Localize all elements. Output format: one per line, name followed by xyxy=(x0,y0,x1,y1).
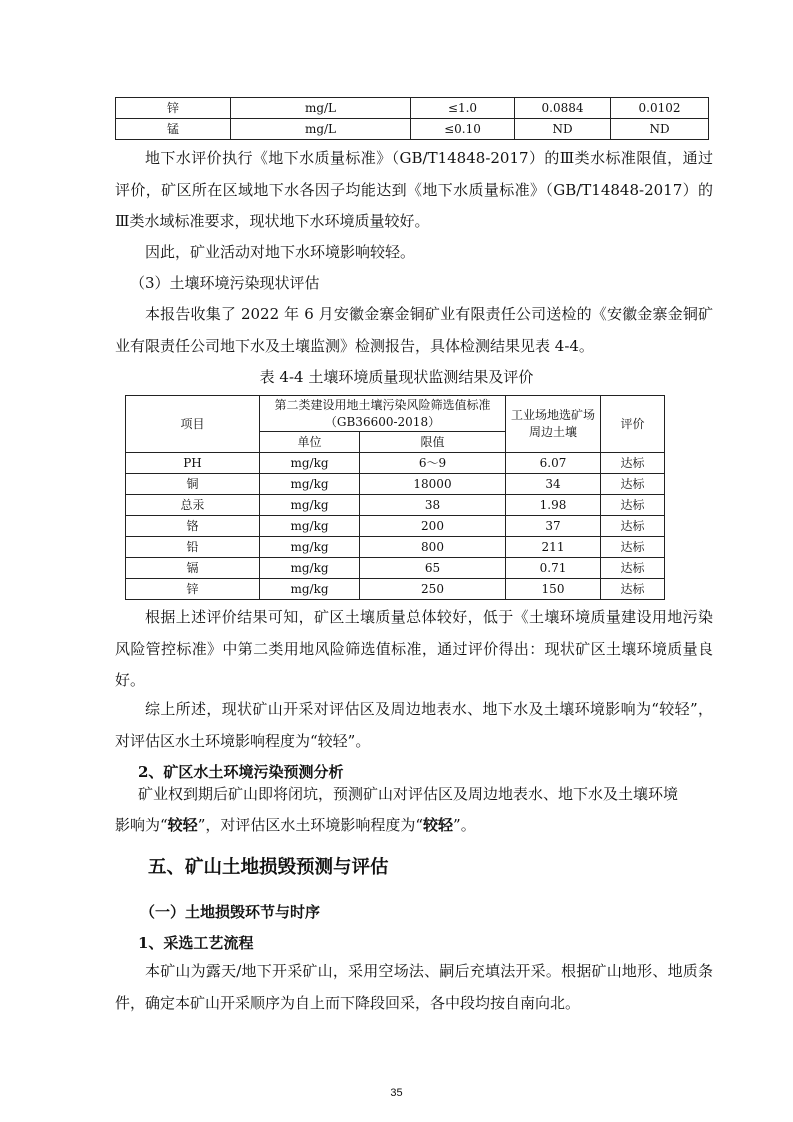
table-cell: ≤1.0 xyxy=(411,98,515,119)
table-cell: 达标 xyxy=(601,495,665,516)
table-cell: 800 xyxy=(360,537,506,558)
table-row xyxy=(126,558,665,579)
table-cell: 250 xyxy=(360,579,506,600)
table-cell: 达标 xyxy=(601,516,665,537)
emphasis-text: 较轻 xyxy=(423,816,454,834)
table-cell: mg/kg xyxy=(260,516,360,537)
table-caption: 表 4-4 土壤环境质量现状监测结果及评价 xyxy=(259,368,534,386)
table-cell: 总汞 xyxy=(126,495,260,516)
header-limit: 限值 xyxy=(360,432,506,453)
table-cell: mg/kg xyxy=(260,453,360,474)
table-cell: 铬 xyxy=(126,516,260,537)
table-row xyxy=(126,516,665,537)
paragraph-soil-result: 根据上述评价结果可知，矿区土壤质量总体较好，低于《土壤环境质量建设用地污染风险管控标准》中第二类用地风险筛选值标准，通过评价得出：现状矿区土壤环境质量良好。 xyxy=(115,608,713,689)
table-cell: ≤0.10 xyxy=(411,119,515,140)
table-cell: 达标 xyxy=(601,558,665,579)
paragraph-groundwater-eval: 地下水评价执行《地下水质量标准》（GB/T14848-2017）的Ⅲ类水标准限值，通过评价，矿区所在区域地下水各因子均能达到《地下水质量标准》（GB/T14848-2017）的Ⅲ类水域标准要求，现状地下水环境质量较好。 xyxy=(115,149,713,230)
table-cell: mg/kg xyxy=(260,558,360,579)
table-header-row xyxy=(126,396,665,432)
table-row xyxy=(126,537,665,558)
table-cell: ND xyxy=(515,119,611,140)
table-row xyxy=(116,98,709,119)
header-unit: 单位 xyxy=(260,432,360,453)
table-cell: mg/L xyxy=(231,119,411,140)
table-cell: 达标 xyxy=(601,537,665,558)
table-cell: 38 xyxy=(360,495,506,516)
paragraph-prediction-line2 xyxy=(115,815,476,835)
subsection-heading: （一）土地损毁环节与时序 xyxy=(140,903,321,921)
section-heading: 五、矿山土地损毁预测与评估 xyxy=(148,857,389,878)
heading-prediction: 2、矿区水土环境污染预测分析 xyxy=(138,763,344,781)
header-eval: 评价 xyxy=(601,396,665,453)
table-cell: 37 xyxy=(506,516,601,537)
table-cell: 0.0884 xyxy=(515,98,611,119)
groundwater-table xyxy=(115,97,709,140)
table-cell: 0.71 xyxy=(506,558,601,579)
table-cell: 200 xyxy=(360,516,506,537)
table-cell: 达标 xyxy=(601,453,665,474)
header-site: 工业场地选矿场周边土壤 xyxy=(506,396,601,453)
table-cell: 镉 xyxy=(126,558,260,579)
table-cell: 34 xyxy=(506,474,601,495)
table-row xyxy=(116,119,709,140)
table-cell: 铅 xyxy=(126,537,260,558)
table-cell: 211 xyxy=(506,537,601,558)
table-cell: 锌 xyxy=(116,98,231,119)
table-cell: 达标 xyxy=(601,579,665,600)
table-cell: mg/kg xyxy=(260,474,360,495)
header-item: 项目 xyxy=(126,396,260,453)
table-row xyxy=(126,495,665,516)
table-cell: 锰 xyxy=(116,119,231,140)
text-span: 影响为“ xyxy=(115,816,168,834)
paragraph-prediction-line1: 矿业权到期后矿山即将闭坑，预测矿山对评估区及周边地表水、地下水及土壤环境 xyxy=(138,785,679,803)
paragraph-summary: 综上所述，现状矿山开采对评估区及周边地表水、地下水及土壤环境影响为“较轻”，对评估区水土环境影响程度为“较轻”。 xyxy=(115,700,713,750)
table-cell: 1.98 xyxy=(506,495,601,516)
table-cell: ND xyxy=(611,119,709,140)
table-cell: 锌 xyxy=(126,579,260,600)
table-cell: 65 xyxy=(360,558,506,579)
table-cell: mg/kg xyxy=(260,537,360,558)
paragraph-report-intro: 本报告收集了 2022 年 6 月安徽金寨金铜矿业有限责任公司送检的《安徽金寨金铜矿业有限责任公司地下水及土壤监测》检测报告，具体检测结果见表 4-4。 xyxy=(115,305,713,355)
table-cell: PH xyxy=(126,453,260,474)
item-heading: 1、采选工艺流程 xyxy=(138,934,254,952)
table-cell: mg/kg xyxy=(260,495,360,516)
table-cell: 6.07 xyxy=(506,453,601,474)
paragraph-process: 本矿山为露天/地下开采矿山，采用空场法、嗣后充填法开采。根据矿山地形、地质条件，确定本矿山开采顺序为自上而下降段回采，各中段均按自南向北。 xyxy=(115,962,713,1012)
table-cell: mg/kg xyxy=(260,579,360,600)
table-cell: 6～9 xyxy=(360,453,506,474)
table-row xyxy=(126,579,665,600)
table-cell: mg/L xyxy=(231,98,411,119)
table-cell: 0.0102 xyxy=(611,98,709,119)
table-cell: 铜 xyxy=(126,474,260,495)
table-row xyxy=(126,474,665,495)
paragraph-soil-heading: （3）土壤环境污染现状评估 xyxy=(130,274,320,292)
paragraph-conclusion-groundwater: 因此，矿业活动对地下水环境影响较轻。 xyxy=(145,243,416,261)
soil-table xyxy=(125,395,665,600)
emphasis-text: 较轻 xyxy=(167,816,198,834)
table-cell: 达标 xyxy=(601,474,665,495)
table-cell: 150 xyxy=(506,579,601,600)
table-row xyxy=(126,453,665,474)
text-span: ”，对评估区水土环境影响程度为“ xyxy=(197,816,424,834)
page-number: 35 xyxy=(390,1087,403,1099)
text-span: ”。 xyxy=(453,816,476,834)
table-cell: 18000 xyxy=(360,474,506,495)
header-standard: 第二类建设用地土壤污染风险筛选值标准（GB36600-2018） xyxy=(260,396,506,432)
